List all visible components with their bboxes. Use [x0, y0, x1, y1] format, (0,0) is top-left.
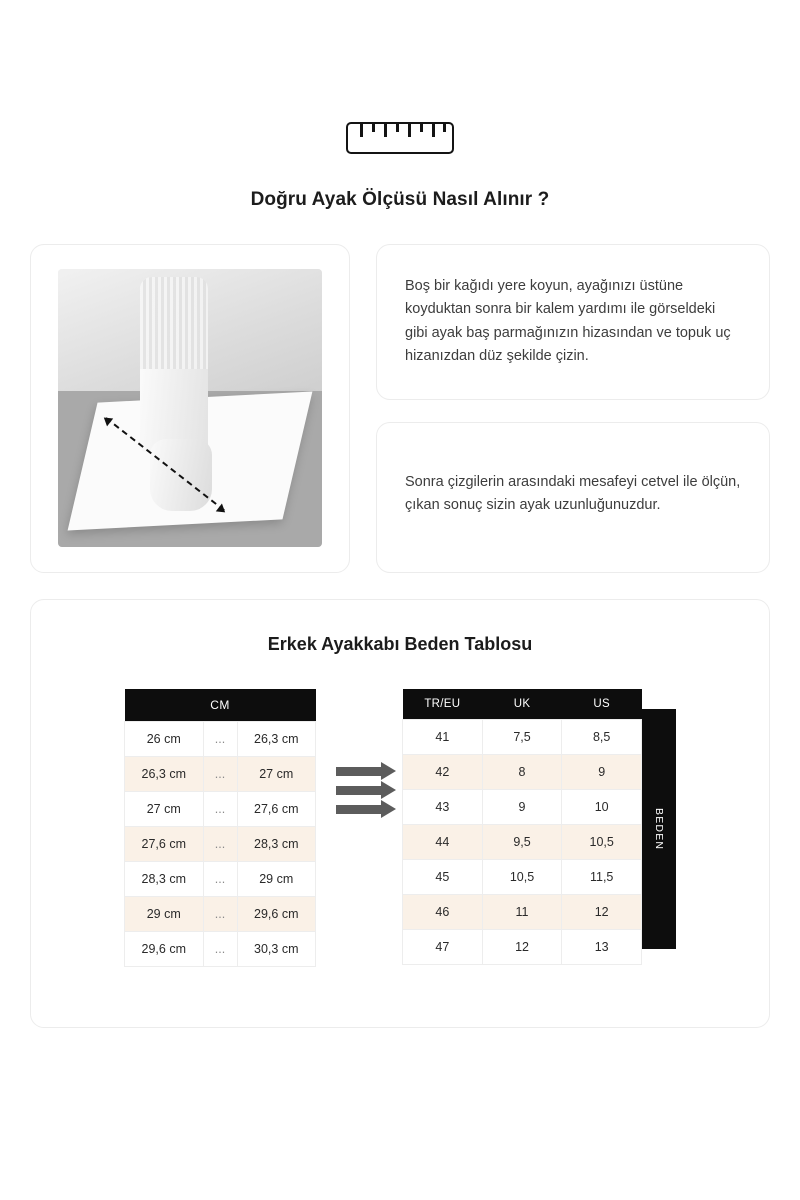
- cm-to: 29,6 cm: [237, 896, 316, 931]
- foot-measure-image-card: [30, 244, 350, 573]
- size-us: 12: [562, 894, 642, 929]
- size-table-header-row: [403, 689, 642, 720]
- size-header-uk: UK: [482, 689, 562, 720]
- leg-sock: [140, 277, 208, 452]
- size-us: 10: [562, 789, 642, 824]
- cm-from: 29,6 cm: [125, 931, 204, 966]
- size-us: 9: [562, 754, 642, 789]
- instruction-step-1: Boş bir kağıdı yere koyun, ayağınızı üstüne koyduktan sonra bir kalem yardımı ile görseldeki gibi ayak baş parmağınızın hizasından ve topuk uç hizanızdan düz şekilde çizin.: [376, 244, 770, 400]
- cm-from: 27,6 cm: [125, 826, 204, 861]
- cm-table-header-row: [125, 689, 316, 722]
- ruler-icon: [346, 122, 454, 154]
- cm-from: 27 cm: [125, 791, 204, 826]
- size-header-us: US: [562, 689, 642, 720]
- size-us: 13: [562, 929, 642, 964]
- size-us: 11,5: [562, 859, 642, 894]
- size-us: 8,5: [562, 719, 642, 754]
- size-eu: 41: [403, 719, 483, 754]
- arrow-right-icon: [336, 805, 382, 814]
- size-uk: 10,5: [482, 859, 562, 894]
- size-uk: 9: [482, 789, 562, 824]
- size-uk: 11: [482, 894, 562, 929]
- size-eu: 45: [403, 859, 483, 894]
- size-uk: 12: [482, 929, 562, 964]
- table-row: [403, 754, 642, 789]
- table-row: [125, 721, 316, 756]
- size-tables-wrap: [51, 689, 749, 967]
- cm-from: 26 cm: [125, 721, 204, 756]
- size-header-eu: TR/EU: [403, 689, 483, 720]
- cm-dots: ...: [203, 721, 237, 756]
- cm-from: 28,3 cm: [125, 861, 204, 896]
- table-row: [125, 791, 316, 826]
- cm-table: [124, 689, 316, 967]
- page-title: Doğru Ayak Ölçüsü Nasıl Alınır ?: [250, 189, 550, 210]
- table-row: [125, 826, 316, 861]
- table-row: [125, 861, 316, 896]
- foot-measure-photo: [58, 269, 322, 547]
- cm-dots: ...: [203, 791, 237, 826]
- cm-dots: ...: [203, 826, 237, 861]
- table-row: [403, 894, 642, 929]
- table-row: [403, 859, 642, 894]
- table-row: [125, 931, 316, 966]
- cm-from: 26,3 cm: [125, 756, 204, 791]
- cm-dots: ...: [203, 896, 237, 931]
- table-row: [403, 789, 642, 824]
- table-row: [403, 824, 642, 859]
- size-eu: 44: [403, 824, 483, 859]
- cm-dots: ...: [203, 756, 237, 791]
- ruler-icon-wrap: [30, 0, 770, 154]
- cm-to: 28,3 cm: [237, 826, 316, 861]
- cm-dots: ...: [203, 931, 237, 966]
- cm-header-cell: CM: [125, 689, 316, 722]
- cm-to: 27 cm: [237, 756, 316, 791]
- size-eu: 43: [403, 789, 483, 824]
- arrow-right-icon: [336, 786, 382, 795]
- size-table-title: Erkek Ayakkabı Beden Tablosu: [267, 633, 533, 654]
- size-eu: 46: [403, 894, 483, 929]
- table-row: [403, 719, 642, 754]
- size-eu: 42: [403, 754, 483, 789]
- cm-dots: ...: [203, 861, 237, 896]
- steps-section: [30, 244, 770, 573]
- instruction-texts: [376, 244, 770, 573]
- cm-from: 29 cm: [125, 896, 204, 931]
- table-row: [125, 896, 316, 931]
- table-row: [125, 756, 316, 791]
- cm-to: 27,6 cm: [237, 791, 316, 826]
- cm-to: 29 cm: [237, 861, 316, 896]
- beden-side-label: [642, 709, 676, 949]
- instruction-step-2: Sonra çizgilerin arasındaki mesafeyi cetvel ile ölçün, çıkan sonuç sizin ayak uzunluğunuzdur.: [376, 422, 770, 573]
- size-us: 10,5: [562, 824, 642, 859]
- size-table: [402, 689, 642, 965]
- size-uk: 9,5: [482, 824, 562, 859]
- size-uk: 8: [482, 754, 562, 789]
- size-eu: 47: [403, 929, 483, 964]
- table-row: [403, 929, 642, 964]
- cm-to: 30,3 cm: [237, 931, 316, 966]
- sock-ribs: [140, 277, 208, 369]
- beden-label-text: BEDEN: [653, 807, 665, 850]
- size-table-card: [30, 599, 770, 1028]
- size-uk: 7,5: [482, 719, 562, 754]
- arrow-icons-group: [316, 689, 402, 814]
- cm-to: 26,3 cm: [237, 721, 316, 756]
- arrow-right-icon: [336, 767, 382, 776]
